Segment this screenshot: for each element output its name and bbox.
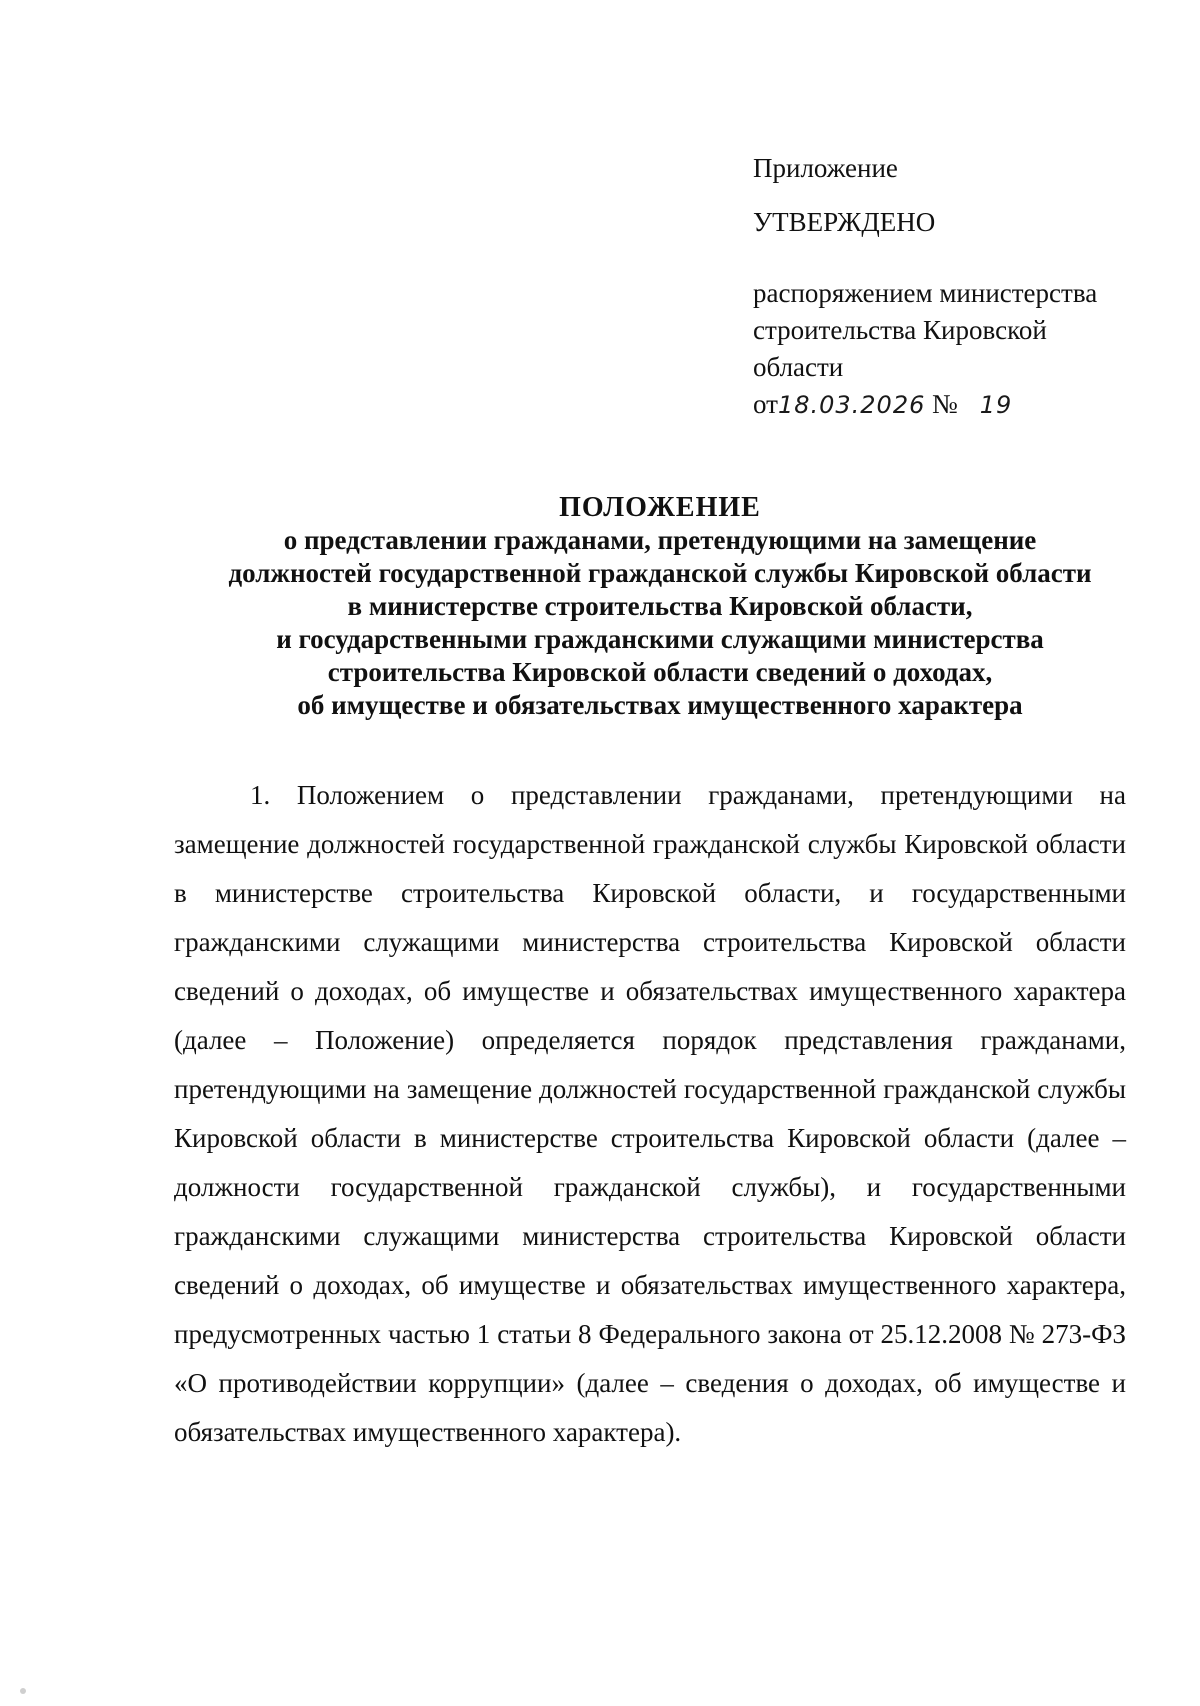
number-sign: № — [931, 389, 958, 419]
subtitle-line: о представлении гражданами, претендующими на замещение — [283, 525, 1037, 555]
body-paragraph: 1. Положением о представлении гражданами, претендующими на замещение должностей государственной гражданской службы Кировской области в министерстве строительства Кировской области, и государственными гражданскими служащими министерства строительства Кировской области сведений о доходах, об имуществе и обязательствах имущественного характера (далее – Положение) определяется порядок представления гражданами, претендующими на замещение должностей государственной гражданской службы Кировской области в министерстве строительства Кировской области (далее – должности государственной гражданской службы), и государственными гражданскими служащими министерства строительства Кировской области сведений о доходах, об имуществе и обязательствах имущественного характера, предусмотренных частью 1 статьи 8 Федерального закона от 25.12.2008 № 273-ФЗ «О противодействии коррупции» (далее – сведения о доходах, об имуществе и обязательствах имущественного характера). — [174, 780, 1126, 1447]
approval-authority-line: области — [753, 352, 844, 382]
approval-authority-line: строительства Кировской — [753, 315, 1047, 345]
document-heading — [120, 491, 1200, 722]
document-body — [174, 771, 1126, 1457]
approval-block — [753, 150, 1153, 424]
approval-date-line — [753, 386, 1153, 424]
subtitle-line: об имуществе и обязательствах имущественного характера — [297, 690, 1023, 720]
subtitle-line: и государственными гражданскими служащими министерства — [276, 624, 1044, 654]
handwritten-date: 18.03.2026 — [777, 391, 926, 419]
subtitle-line: строительства Кировской области сведений о доходах, — [327, 657, 993, 687]
approval-authority — [753, 275, 1153, 386]
appendix-label: Приложение — [753, 153, 898, 183]
subtitle-line: должностей государственной гражданской службы Кировской области — [228, 558, 1092, 588]
subtitle-line: в министерстве строительства Кировской области, — [347, 591, 973, 621]
date-prefix: от — [753, 389, 778, 419]
document-subtitle — [120, 524, 1200, 722]
scan-artifact — [20, 1688, 26, 1694]
approval-authority-line: распоряжением министерства — [753, 278, 1098, 308]
document-title: ПОЛОЖЕНИЕ — [559, 492, 761, 523]
handwritten-number: 19 — [979, 391, 1013, 419]
approved-label: УТВЕРЖДЕНО — [753, 207, 936, 237]
